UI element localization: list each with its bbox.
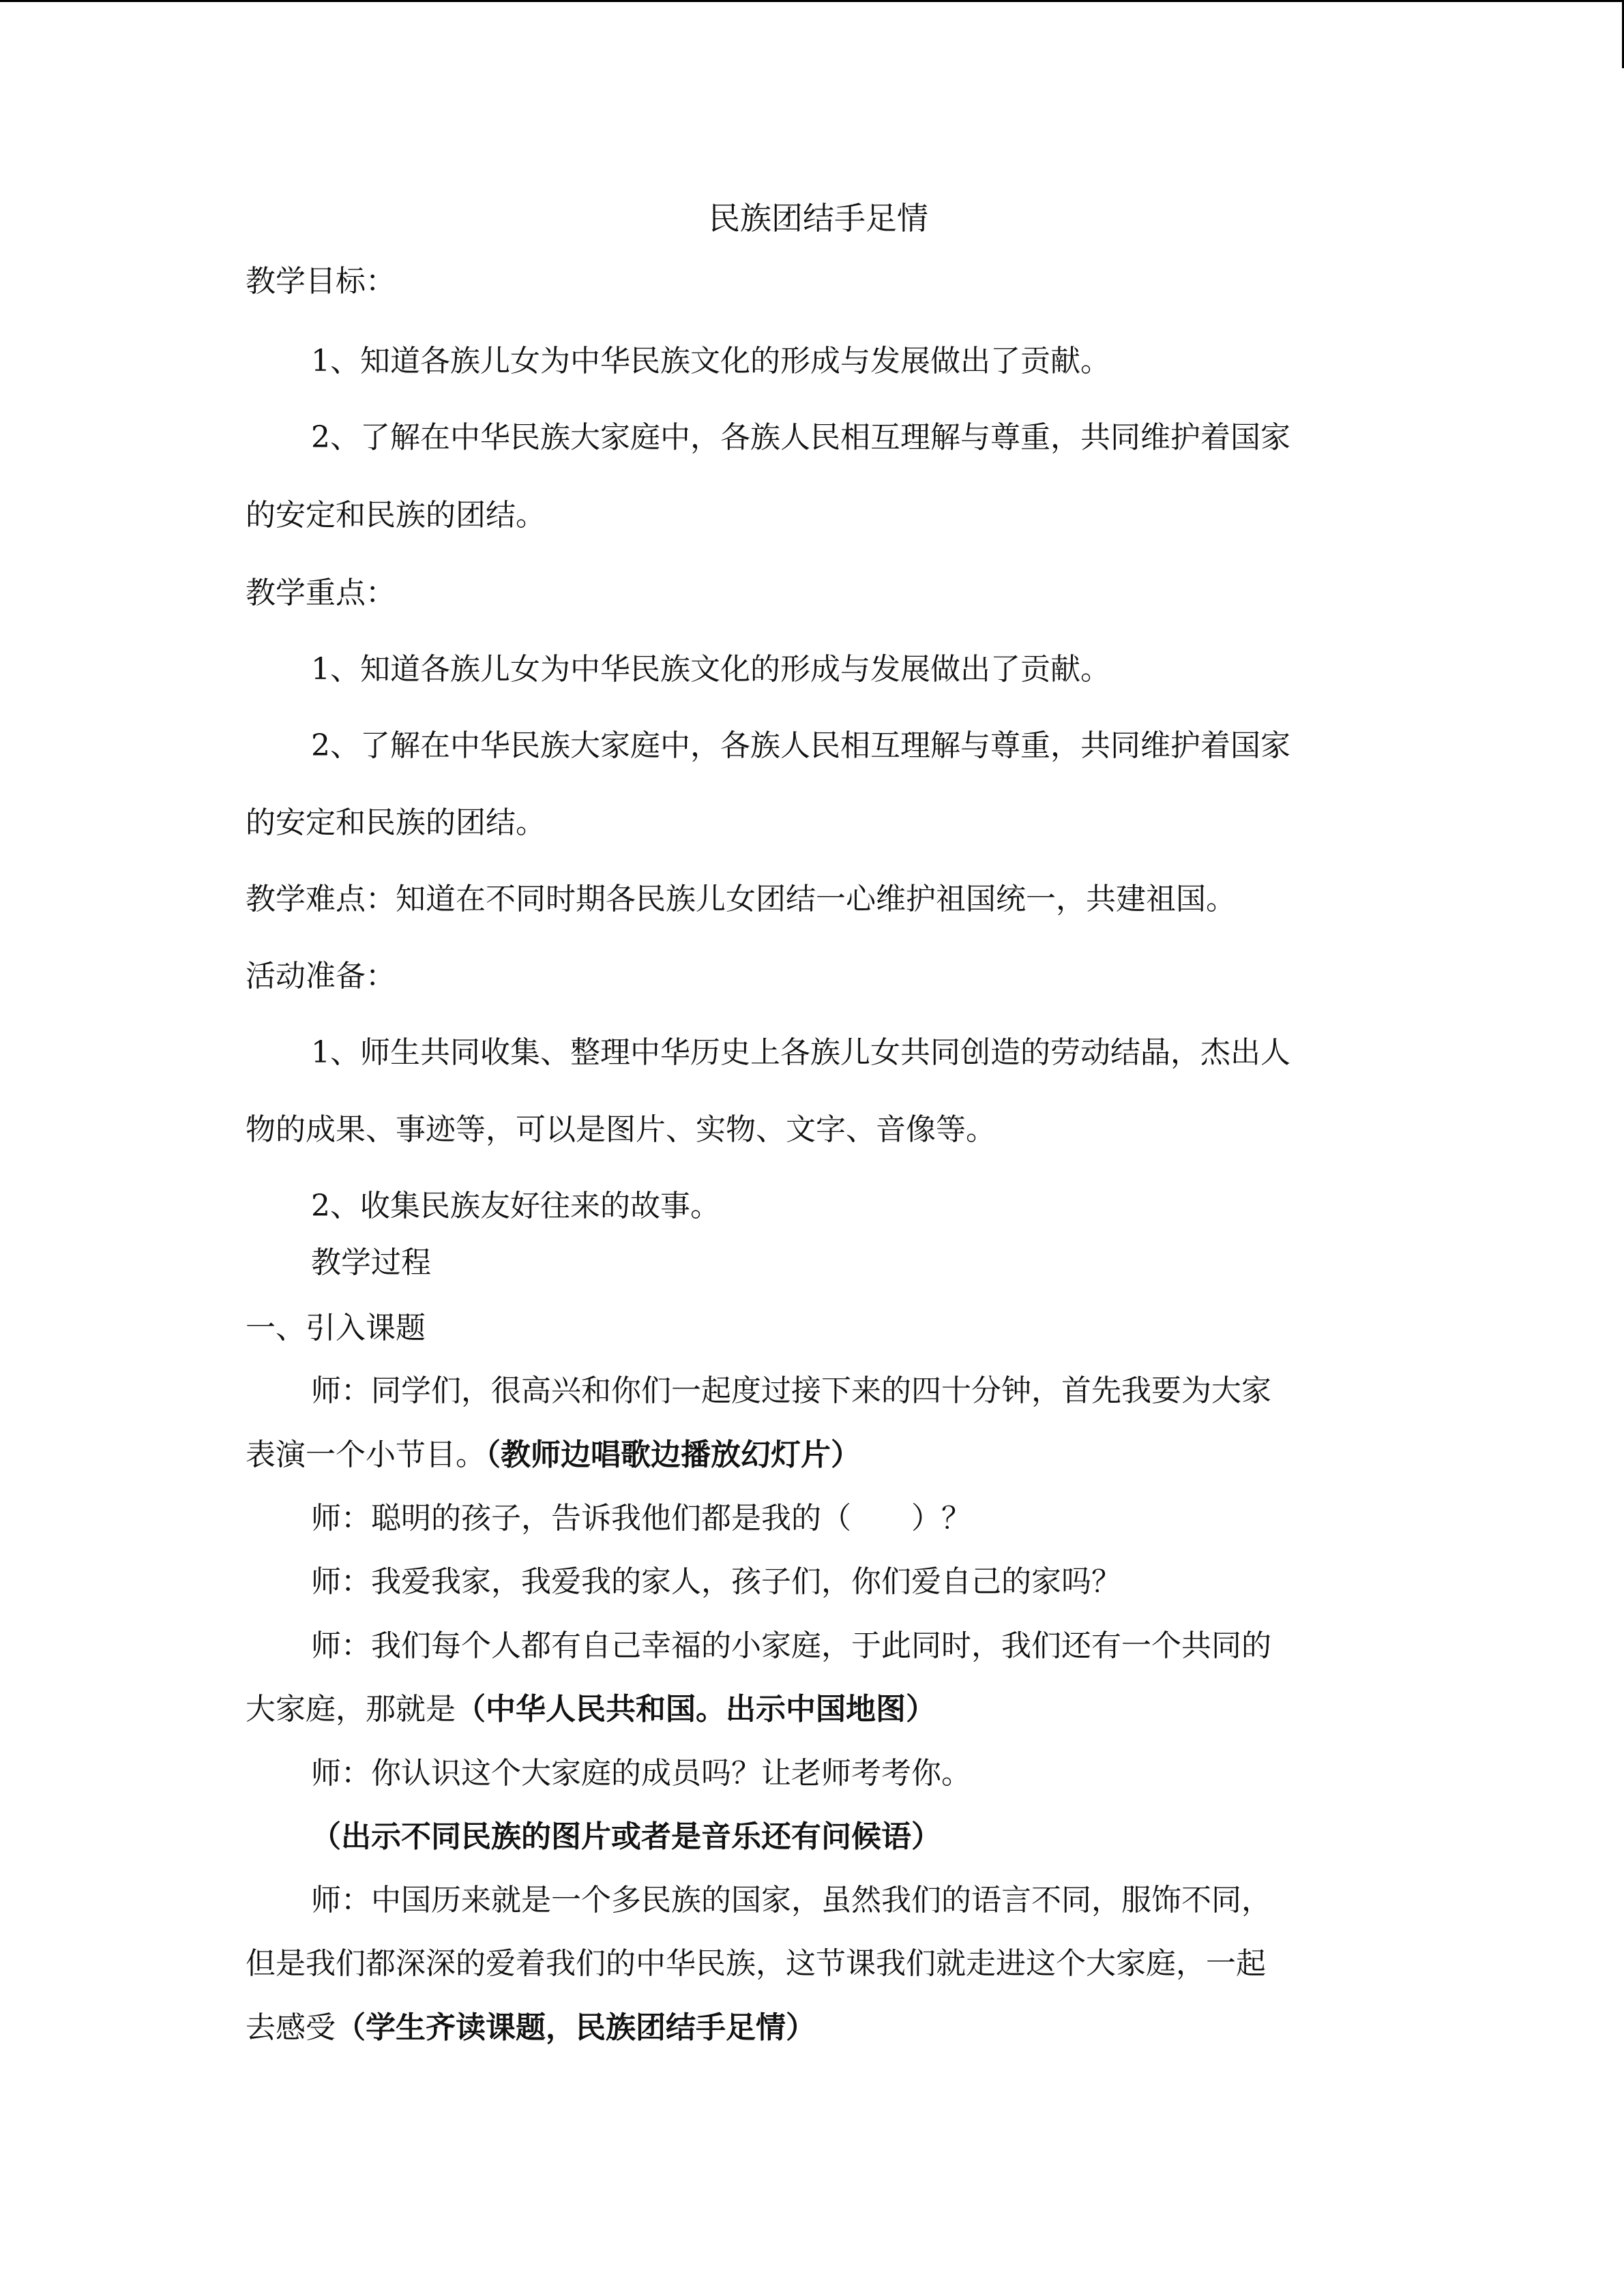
objectives-heading: 教学目标： (246, 264, 396, 299)
process-heading: 教学过程 (311, 1245, 431, 1280)
paragraph-5: 师：你认识这个大家庭的成员吗？让老师考考你。 (311, 1756, 971, 1791)
key-points-item-2-line-1: 2、了解在中华民族大家庭中，各族人民相互理解与尊重，共同维护着国家 (311, 728, 1290, 763)
difficulty-line: 教学难点：知道在不同时期各民族儿女团结一心维护祖国统一，共建祖国。 (246, 882, 1236, 916)
page-top-border (0, 0, 1624, 2)
objectives-item-2-line-2: 的安定和民族的团结。 (246, 498, 546, 533)
paragraph-1-stage-direction: （教师边唱歌边播放幻灯片） (486, 1437, 861, 1472)
paragraph-4-line-2 (246, 1689, 936, 1730)
paragraph-7-line-3 (246, 2008, 816, 2048)
key-points-item-2-line-2: 的安定和民族的团结。 (246, 805, 546, 840)
preparation-item-2: 2、收集民族友好往来的故事。 (311, 1189, 720, 1223)
paragraph-4-text: 大家庭，那就是 (246, 1692, 456, 1727)
key-points-item-1: 1、知道各族儿女为中华民族文化的形成与发展做出了贡献。 (311, 652, 1110, 687)
key-points-heading: 教学重点： (246, 576, 396, 610)
objectives-item-2-line-1: 2、了解在中华民族大家庭中，各族人民相互理解与尊重，共同维护着国家 (311, 420, 1290, 455)
paragraph-7-text: 去感受 (246, 2010, 336, 2045)
paragraph-4-line-1: 师：我们每个人都有自己幸福的小家庭，于此同时，我们还有一个共同的 (311, 1628, 1271, 1663)
paragraph-7-line-1: 师：中国历来就是一个多民族的国家，虽然我们的语言不同，服饰不同， (311, 1883, 1271, 1918)
paragraph-7-line-2: 但是我们都深深的爱着我们的中华民族，这节课我们就走进这个大家庭，一起 (246, 1946, 1266, 1981)
preparation-item-1-line-2: 物的成果、事迹等，可以是图片、实物、文字、音像等。 (246, 1112, 996, 1147)
paragraph-3: 师：我爱我家，我爱我的家人，孩子们，你们爱自己的家吗？ (311, 1564, 1121, 1599)
preparation-heading: 活动准备： (246, 959, 396, 994)
preparation-item-1-line-1: 1、师生共同收集、整理中华历史上各族儿女共同创造的劳动结晶，杰出人 (311, 1035, 1290, 1070)
paragraph-1-text: 表演一个小节目。 (246, 1437, 486, 1472)
paragraph-1-line-1: 师：同学们，很高兴和你们一起度过接下来的四十分钟，首先我要为大家 (311, 1373, 1271, 1408)
paragraph-1-line-2 (246, 1435, 861, 1476)
paragraph-2: 师：聪明的孩子，告诉我他们都是我的（ ）？ (311, 1501, 971, 1536)
objectives-item-1: 1、知道各族儿女为中华民族文化的形成与发展做出了贡献。 (311, 344, 1110, 378)
paragraph-4-stage-direction: （中华人民共和国。出示中国地图） (456, 1692, 936, 1727)
document-title: 民族团结手足情 (709, 200, 928, 237)
paragraph-6-stage-direction: （出示不同民族的图片或者是音乐还有问候语） (311, 1819, 941, 1854)
section-1-heading: 一、引入课题 (246, 1311, 426, 1345)
paragraph-7-stage-direction: （学生齐读课题，民族团结手足情） (336, 2010, 816, 2045)
